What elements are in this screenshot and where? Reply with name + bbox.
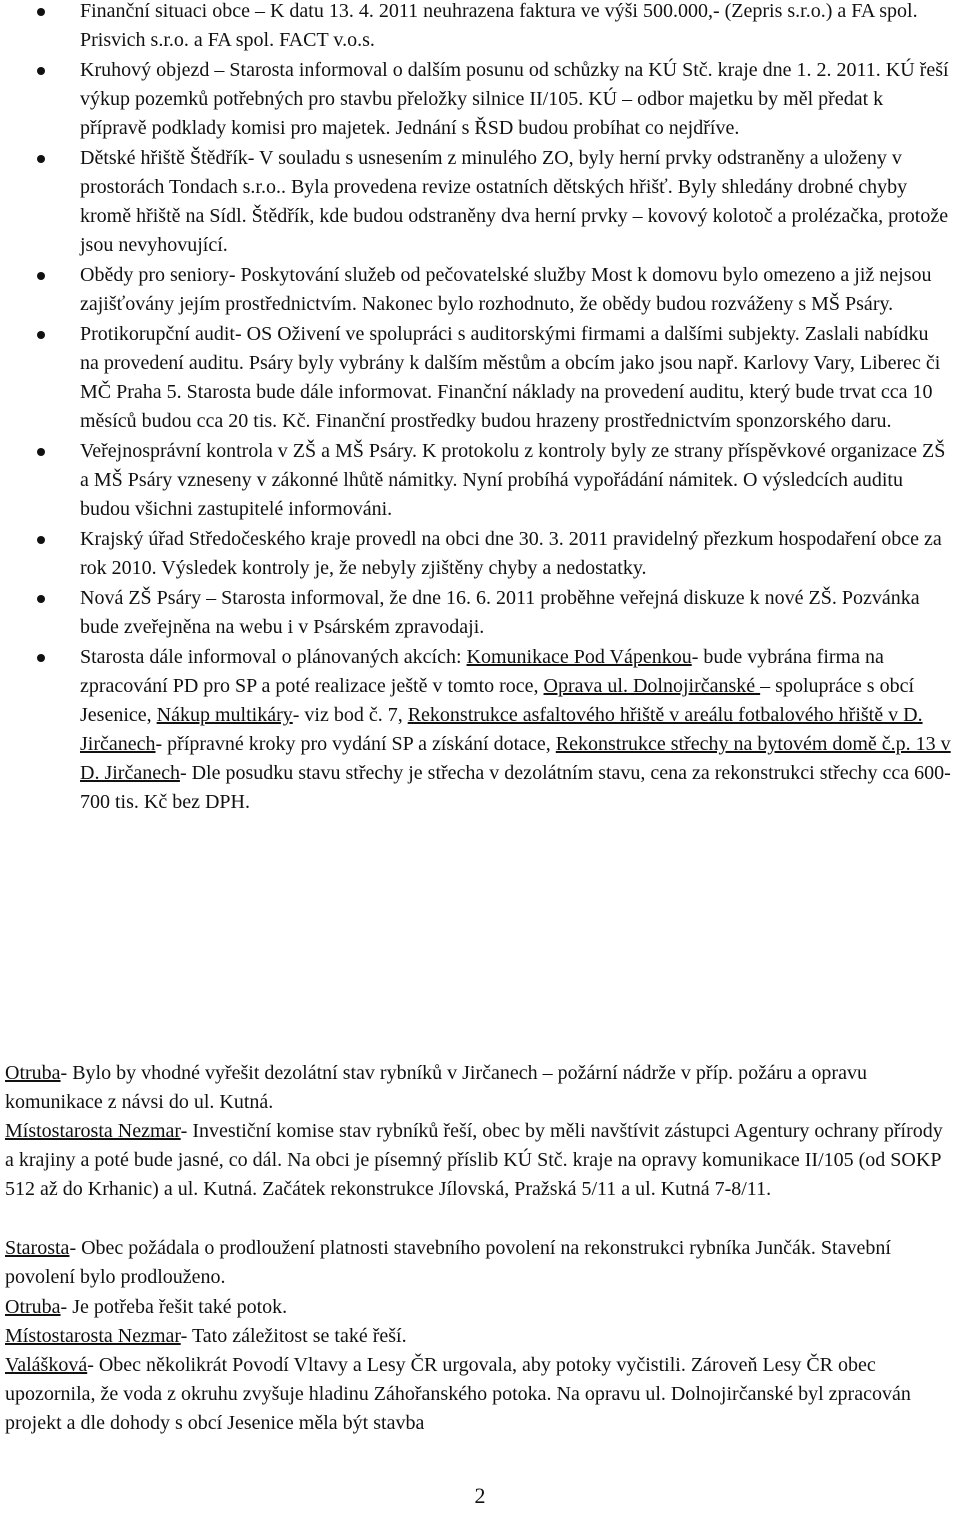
speaker-name: Otruba: [5, 1062, 61, 1084]
list-item: [0, 643, 960, 817]
bullet-dot-icon: [37, 448, 45, 456]
speaker-name: Valášková: [5, 1354, 88, 1376]
bullet-dot-icon: [37, 654, 45, 662]
page-number: 2: [474, 1483, 486, 1508]
list-item-text: Kruhový objezd – Starosta informoval o dalším posunu od schůzky na KÚ Stč. kraje dne 1. 2. 2011. KÚ řeší výkup pozemků potřebných pro stavbu přeložky silnice II/105. KÚ – odbor majetku by měl předat k přípravě podklady komisi pro majetek. Jednání s ŘSD budou probíhat co nejdříve.: [80, 59, 949, 139]
list-item-text: - přípravné kroky pro vydání SP a získání dotace,: [155, 733, 556, 755]
planned-action-link: Rekonstrukce střechy na bytovém domě č.p. 13 v D. Jirčanech: [80, 733, 951, 784]
list-item-text: Obědy pro seniory- Poskytování služeb od pečovatelské služby Most k domovu bylo omezeno a již nejsou zajišťovány jejím prostřednictvím. Nakonec bylo rozhodnuto, že obědy budou rozváženy s MŠ Psáry.: [80, 264, 932, 315]
list-item: [0, 56, 960, 143]
speaker-name: Otruba: [5, 1296, 61, 1318]
list-item-text: – spolupráce s obcí Jesenice,: [80, 675, 915, 726]
list-item-text: Krajský úřad Středočeského kraje provedl na obci dne 30. 3. 2011 pravidelný přezkum hospodaření obce za rok 2010. Výsledek kontroly je, že nebyly zjištěny chyby a nedostatky.: [80, 528, 942, 579]
speaker-text: - Tato záležitost se také řeší.: [180, 1325, 407, 1347]
bullet-dot-icon: [37, 331, 45, 339]
speaker-text: - Obec několikrát Povodí Vltavy a Lesy ČR urgovala, aby potoky vyčistili. Zároveň Lesy ČR obec upozornila, že voda z okruhu zvyšuje hladinu Záhořanského potoka. Na opravu ul. Dolnojirčanské byl zpracován projekt a dle dohody s obcí Jesenice měla být stavba: [5, 1354, 911, 1434]
planned-action-link: Nákup multikáry: [156, 704, 293, 726]
discussion-paragraph: [5, 1322, 955, 1351]
bullet-dot-icon: [37, 536, 45, 544]
bullet-dot-icon: [37, 67, 45, 75]
bullet-dot-icon: [37, 272, 45, 280]
list-item-text: Finanční situaci obce – K datu 13. 4. 2011 neuhrazena faktura ve výši 500.000,- (Zepris s.r.o.) a FA spol. Prisvich s.r.o. a FA spol. FACT v.o.s.: [80, 0, 918, 51]
bullet-dot-icon: [37, 8, 45, 16]
list-item-text: Dětské hřiště Štědřík- V souladu s usnesením z minulého ZO, byly herní prvky odstraněny a uloženy v prostorách Tondach s.r.o.. Byla provedena revize ostatních dětských hřišť. Byly shledány drobné chyby kromě hřiště na Sídl. Štědřík, kde budou odstraněny dva herní prvky – kovový kolotoč a prolézačka, protože jsou nevyhovující.: [80, 147, 949, 256]
bullet-dot-icon: [37, 595, 45, 603]
list-item: [0, 525, 960, 583]
speaker-text: - Obec požádala o prodloužení platnosti stavebního povolení na rekonstrukci rybníka Junčák. Stavební povolení bylo prodlouženo.: [5, 1237, 891, 1288]
speaker-name: Místostarosta Nezmar: [5, 1120, 181, 1142]
speaker-name: Starosta: [5, 1237, 70, 1259]
list-item-text: Veřejnosprávní kontrola v ZŠ a MŠ Psáry. K protokolu z kontroly byly ze strany příspěvkové organizace ZŠ a MŠ Psáry vzneseny v zákonné lhůtě námitky. Nyní probíhá vypořádání námitek. O výsledcích auditu budou všichni zastupitelé informováni.: [80, 440, 946, 520]
planned-action-link: Rekonstrukce asfaltového hřiště v areálu fotbalového hřiště v D. Jirčanech: [80, 704, 923, 755]
discussion-paragraph: [5, 1293, 955, 1322]
list-item-text: - Dle posudku stavu střechy je střecha v dezolátním stavu, cena za rekonstrukci střechy cca 600-700 tis. Kč bez DPH.: [80, 762, 951, 813]
list-item-text: Protikorupční audit- OS Oživení ve spolupráci s auditorskými firmami a dalšími subjekty. Zaslali nabídku na provedení auditu. Psáry byly vybrány k dalším městům a obcím jako jsou např. Karlovy Vary, Liberec či MČ Praha 5. Starosta bude dále informovat. Finanční náklady na provedení auditu, který bude trvat cca 10 měsíců budou cca 20 tis. Kč. Finanční prostředky budou hrazeny prostřednictvím sponzorského daru.: [80, 323, 941, 432]
speaker-text: - Je potřeba řešit také potok.: [60, 1296, 288, 1318]
discussion-paragraph: [5, 1059, 955, 1117]
speaker-text: - Investiční komise stav rybníků řeší, obec by měli navštívit zástupci Agentury ochrany přírody a krajiny a poté bude jasné, co dál. Na obci je písemný příslib KÚ Stč. kraje na opravy komunikace II/105 (od SOKP 512 až do Krhanic) a ul. Kutná. Začátek rekonstrukce Jílovská, Pražská 5/11 a ul. Kutná 7-8/11.: [5, 1120, 943, 1200]
discussion-paragraph: [5, 1234, 955, 1292]
list-item: [0, 320, 960, 436]
speaker-name: Místostarosta Nezmar: [5, 1325, 181, 1347]
list-item: [0, 0, 960, 55]
list-item-text: Starosta dále informoval o plánovaných akcích:: [80, 646, 467, 668]
discussion-paragraph: [5, 1117, 955, 1204]
list-item-text: - viz bod č. 7,: [292, 704, 408, 726]
list-item: [0, 261, 960, 319]
discussion-paragraph: [5, 1351, 955, 1438]
list-item: [0, 437, 960, 524]
list-item-text: Nová ZŠ Psáry – Starosta informoval, že dne 16. 6. 2011 proběhne veřejná diskuze k nové ZŠ. Pozvánka bude zveřejněna na webu i v Psárském zpravodaji.: [80, 587, 920, 638]
planned-action-link: Oprava ul. Dolnojirčanské: [543, 675, 761, 697]
list-item: [0, 144, 960, 260]
planned-action-link: Komunikace Pod Vápenkou: [466, 646, 692, 668]
bullet-dot-icon: [37, 155, 45, 163]
list-item-text: - bude vybrána firma na zpracování PD pro SP a poté realizace ještě v tomto roce,: [80, 646, 884, 697]
speaker-text: - Bylo by vhodné vyřešit dezolátní stav rybníků v Jirčanech – požární nádrže v příp. požáru a opravu komunikace z návsi do ul. Kutná.: [5, 1062, 867, 1113]
list-item: [0, 584, 960, 642]
